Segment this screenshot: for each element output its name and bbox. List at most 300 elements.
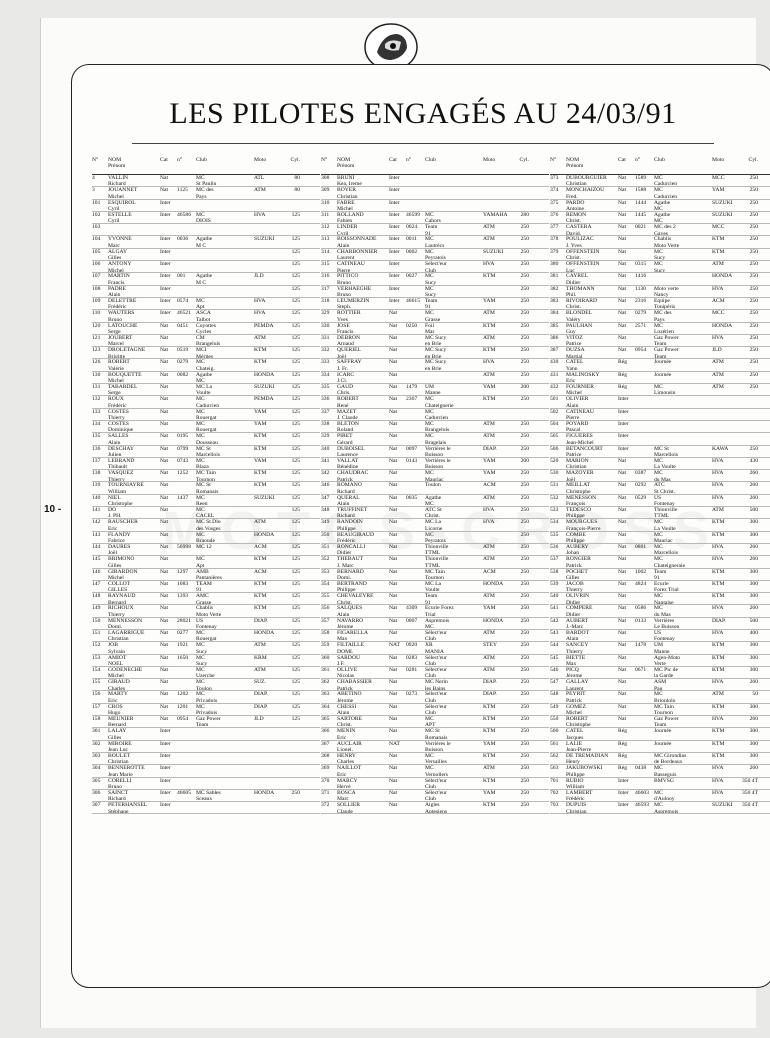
entry-category (160, 421, 177, 427)
entry-category-line-1: Nat (618, 457, 627, 464)
entry-cylinder-line-1: 125 (291, 236, 300, 243)
entry-moto-line-1: ATM (712, 384, 724, 391)
entry-cylinder-line-1: 500 (749, 507, 758, 514)
entry-club (654, 704, 712, 716)
entry-moto-line-1: JLD (712, 347, 722, 354)
entry-club-line-2: Cadurcien (425, 415, 448, 421)
entry-name-line-2: Max (566, 661, 577, 667)
entry-category (160, 667, 177, 673)
entry-category (618, 655, 635, 661)
entry-category-line-1: Inter (160, 740, 171, 747)
entry-number-line-1: 358 (321, 629, 330, 636)
entry-moto-line-1: YAM (712, 187, 725, 194)
entry-moto (712, 335, 738, 341)
entry-name-line-2: Gilles (566, 574, 580, 581)
entry-name (337, 655, 389, 667)
entry-name-line-2: J.-Marc (566, 624, 584, 630)
entry-club-line-2: Mar (425, 328, 435, 335)
entry-moto (483, 642, 509, 648)
entry-number (321, 273, 337, 279)
entry-category-line-1: Inter (160, 777, 171, 784)
entry-moto (712, 372, 738, 378)
entry-category (160, 384, 177, 390)
entry-row (92, 691, 320, 703)
entry-row (550, 236, 770, 248)
entry-club-line-2: Forez Trial (654, 587, 679, 594)
entry-name-line-1: LAGARRIGUE (108, 629, 145, 636)
entry-name (108, 458, 160, 470)
entry-club-line-1: MC (425, 211, 434, 218)
entry-club-line-2: CACEL (196, 513, 215, 520)
entry-moto-line-1: KTM (254, 347, 267, 354)
header-name-line-2: Prénom (108, 163, 126, 170)
entry-moto-line-1: KTM (254, 433, 267, 440)
entry-name-line-2: Domi. (337, 574, 352, 581)
entry-club (196, 482, 254, 494)
entry-cylinder (738, 544, 758, 550)
entry-cylinder (738, 581, 758, 587)
header-name (108, 157, 160, 170)
entry-row (321, 605, 549, 617)
entry-cylinder (509, 495, 529, 501)
entry-moto-line-1: HVA (712, 765, 724, 772)
entry-licence-line-1: 0315 (635, 261, 647, 268)
entry-licence (177, 630, 196, 636)
entry-cylinder-line-1: 125 (291, 297, 300, 304)
entry-name (337, 544, 389, 556)
entry-row (550, 298, 770, 310)
entry-category (618, 556, 635, 562)
entry-club-line-2: des Vosges (196, 525, 221, 532)
entry-row (92, 716, 320, 728)
entry-category-line-1: Inter (389, 187, 400, 194)
entry-number (550, 630, 566, 636)
entry-club-line-2: Team (654, 353, 667, 360)
entry-number-line-1: 306 (92, 789, 101, 796)
entry-name-line-1: COSTES (108, 420, 129, 427)
entry-number (321, 605, 337, 611)
entry-moto (712, 458, 738, 464)
entry-row (92, 655, 320, 667)
entry-row (321, 310, 549, 322)
entry-category (389, 618, 406, 624)
entry-category-line-1: Rég (618, 384, 628, 391)
entry-number-line-1: 110 (92, 310, 101, 317)
entry-licence-line-1: 1650 (177, 654, 189, 661)
entry-number (550, 802, 566, 808)
entry-name-line-1: AMIOT (108, 654, 127, 661)
entry-licence (177, 347, 196, 353)
entry-club (196, 716, 254, 728)
entry-name-line-1: CROS (108, 703, 123, 710)
entry-row (550, 261, 770, 273)
entry-club-line-1: Agen-Moto (654, 654, 681, 661)
entry-cylinder-line-1: 250 (520, 580, 529, 587)
entry-row (321, 679, 549, 691)
header-moto-line-1: Moto (483, 157, 496, 163)
entry-licence-line-1: 1437 (177, 494, 189, 501)
entry-moto (254, 667, 280, 673)
entry-name (337, 470, 389, 482)
entry-name (566, 335, 618, 347)
header-category-line-1: Cat (389, 157, 397, 163)
entry-row (321, 802, 549, 814)
entry-moto-line-1: HONDA (254, 531, 275, 538)
entry-category (618, 593, 635, 599)
entry-row (92, 642, 320, 654)
entry-row (92, 323, 320, 335)
entry-number (550, 421, 566, 427)
entry-club-line-1: Gaz Power (654, 716, 679, 723)
entry-moto-line-1: ATM (483, 433, 495, 440)
entry-name-line-2: J.Cl. (337, 378, 348, 385)
entry-name-line-1: CORELLI (108, 777, 132, 784)
entry-number-line-1: 304 (92, 765, 101, 772)
entry-category (618, 802, 635, 808)
entry-licence (177, 273, 196, 279)
entry-category (618, 421, 635, 427)
entry-number (550, 200, 566, 206)
entry-moto-line-1: SUZUKI (254, 384, 275, 391)
entry-number (550, 323, 566, 329)
entry-licence-line-1: 0143 (406, 457, 418, 464)
entry-club-line-1: MC Sucy (425, 359, 447, 366)
entry-number-line-1: 308 (321, 175, 330, 181)
entry-cylinder (509, 433, 529, 439)
entry-category (160, 679, 177, 685)
entry-licence (406, 667, 425, 673)
entry-moto-line-1: YAM (483, 457, 496, 464)
entry-category-line-1: Inter (618, 433, 629, 440)
entry-category-line-1: Nat (618, 629, 627, 636)
entry-cylinder-line-1: 400 (749, 629, 758, 636)
entry-number-line-1: 560 (550, 728, 559, 735)
entry-moto-line-1: HONDA (254, 371, 275, 378)
entry-number-line-1: 347 (321, 494, 330, 501)
entry-name (566, 273, 618, 285)
entry-category (389, 200, 406, 206)
entry-club-line-1: MC (425, 470, 434, 477)
entry-licence (635, 224, 654, 230)
entry-category (389, 544, 406, 550)
entry-row (550, 618, 770, 630)
entry-name (566, 187, 618, 199)
entry-cylinder (280, 175, 300, 181)
entry-row (321, 421, 549, 433)
entry-number (550, 753, 566, 759)
entry-club (654, 556, 712, 568)
entry-name (566, 765, 618, 777)
entry-name-line-2: Jacques (566, 734, 584, 741)
header-licence-line-1: n° (177, 157, 183, 163)
entry-name-line-2: Francis (337, 328, 354, 335)
entry-name-line-1: JAKUBOWSKI (566, 765, 603, 772)
entry-moto (712, 347, 738, 353)
entry-number-line-1: 370 (321, 777, 330, 784)
entry-club (196, 691, 254, 703)
entry-club (654, 187, 712, 199)
entry-name-line-2: Julien (108, 451, 122, 458)
entry-cylinder-line-1: 250 (520, 273, 529, 280)
entry-category (160, 618, 177, 624)
entry-name-line-1: YVONNE (108, 236, 132, 243)
entry-number-line-1: 506 (550, 445, 559, 452)
entry-cylinder (738, 347, 758, 353)
entry-moto-line-1: KTM (712, 740, 725, 747)
entry-number-line-1: 539 (550, 580, 559, 587)
entry-category-line-1: Inter (389, 285, 400, 292)
entry-name (108, 298, 160, 310)
entry-category-line-1: Inter (160, 261, 171, 268)
entry-name (337, 704, 389, 716)
entry-number (92, 495, 108, 501)
entry-club (654, 630, 712, 642)
entry-category (160, 642, 177, 648)
entry-row (550, 495, 770, 507)
entry-name (566, 396, 618, 408)
entry-number (321, 618, 337, 624)
entry-category (389, 642, 406, 648)
entry-moto (254, 310, 280, 316)
entry-club (425, 593, 483, 605)
entry-cylinder (280, 630, 300, 636)
entry-category-line-1: Nat (618, 248, 627, 255)
entry-moto (254, 679, 280, 685)
entry-name-line-1: FABRE (337, 199, 355, 206)
entry-number (550, 347, 566, 353)
entry-name-line-2: Alain (566, 402, 579, 409)
entry-number-line-1: 340 (321, 445, 330, 452)
entry-club-line-2: Voulte (425, 587, 440, 594)
entry-row (321, 372, 549, 384)
entry-club-line-1: Journée (654, 371, 672, 378)
entry-category (160, 470, 177, 476)
entry-number (92, 581, 108, 587)
entry-licence (177, 298, 196, 304)
entry-moto (254, 642, 280, 648)
entry-row (321, 224, 549, 236)
entry-number-line-1: 126 (92, 359, 101, 366)
entry-category-line-1: Inter (160, 236, 171, 243)
entry-name-line-2: Joël (108, 550, 118, 557)
entry-club-line-2: Sucy (654, 255, 666, 262)
entry-club (196, 630, 254, 642)
entry-category-line-1: Inter (618, 445, 629, 452)
entry-name (566, 544, 618, 556)
entry-number (321, 642, 337, 648)
entry-cylinder-line-1: 125 (291, 580, 300, 587)
entry-cylinder (509, 704, 529, 710)
entry-club-line-1: MC (654, 605, 663, 612)
entry-cylinder-line-1: 250 (520, 248, 529, 255)
entry-cylinder-line-1: 300 (749, 752, 758, 759)
entry-name-line-1: BETANCOURT (566, 445, 603, 452)
entry-name-line-2: Eric (108, 697, 118, 704)
header-name-line-1: NOM (337, 157, 351, 163)
entry-category-line-1: Nat (160, 556, 169, 563)
entry-category-line-1: Nat (389, 531, 398, 538)
entry-moto (254, 691, 280, 697)
entry-name (337, 200, 389, 212)
entry-club-line-1: MC (196, 666, 205, 673)
entry-category (160, 519, 177, 525)
entry-name-line-1: MARCY (337, 777, 358, 784)
entry-moto-line-1: SUZUKI (712, 802, 733, 809)
entry-name (337, 298, 389, 310)
entry-category (389, 249, 406, 255)
entry-moto-line-1: KTM (712, 593, 725, 600)
entry-name (337, 212, 389, 224)
entry-category (160, 433, 177, 439)
entry-licence-line-1: 0250 (406, 322, 418, 329)
entry-moto-line-1: HVA (712, 543, 724, 550)
entry-club-line-1: MC (196, 642, 205, 649)
entry-cylinder (509, 790, 529, 796)
entry-club (425, 212, 483, 224)
entry-cylinder (738, 470, 758, 476)
entry-category (160, 372, 177, 378)
entry-licence (406, 273, 425, 279)
entry-category (389, 187, 406, 193)
entry-club-line-1: MC St (425, 728, 440, 735)
entry-cylinder (509, 224, 529, 230)
entry-name (108, 716, 160, 728)
entry-number-line-1: 341 (321, 457, 330, 464)
entry-club (654, 532, 712, 544)
entry-cylinder (280, 605, 300, 611)
entry-name (337, 384, 389, 396)
entry-cylinder-line-1: 250 (520, 605, 529, 612)
entry-moto-line-1: SUZUKI (712, 199, 733, 206)
entry-moto (483, 593, 509, 599)
entry-number-line-1: 378 (550, 236, 559, 243)
entry-name-line-1: ROUX (108, 396, 124, 403)
entry-club-line-1: Journée (654, 740, 672, 747)
entry-number (321, 802, 337, 808)
entry-row (92, 249, 320, 261)
entry-cylinder-line-1: 125 (291, 629, 300, 636)
entry-name-line-1: MARION (566, 457, 589, 464)
entry-name-line-1: COMBE (566, 531, 586, 538)
entry-cylinder-line-1: 300 (749, 531, 758, 538)
entry-club-line-2: Manne (654, 648, 670, 655)
entry-cylinder (738, 778, 758, 784)
entry-cylinder-line-1: 125 (291, 642, 300, 649)
entry-category-line-1: Inter (389, 297, 400, 304)
entry-category (618, 286, 635, 292)
entry-club (654, 495, 712, 507)
entry-row (550, 384, 770, 396)
entry-row (550, 753, 770, 765)
page-number: 10 - (44, 504, 62, 515)
entry-moto-line-1: ATM (254, 519, 266, 526)
entry-licence-line-1: 0529 (635, 494, 647, 501)
entry-moto (254, 569, 280, 575)
entry-moto-line-1: SUZUKI (254, 236, 275, 243)
entry-licence-line-1: 001 (177, 273, 186, 280)
entry-category-line-1: Inter (160, 285, 171, 292)
entry-name-line-2: Frédéric (108, 304, 127, 311)
entry-name-line-2: J. Yves (566, 242, 582, 249)
entry-moto (483, 359, 509, 365)
entry-number (92, 298, 108, 304)
entry-number (321, 359, 337, 365)
entry-category-line-1: Nat (618, 494, 627, 501)
entry-cylinder (509, 249, 529, 255)
entry-category (618, 495, 635, 501)
entry-category-line-1: Nat (160, 679, 169, 686)
entry-club-line-2: Basseguis (654, 771, 677, 778)
entry-name-line-2: Arnaud (337, 341, 354, 348)
entry-name-line-2: Francis (108, 279, 125, 286)
entry-cylinder (738, 372, 758, 378)
entry-name (566, 630, 618, 642)
entry-cylinder-line-1: 350 4T (741, 777, 758, 784)
entry-cylinder-line-1: 250 (520, 261, 529, 268)
entry-number-line-1: 383 (550, 297, 559, 304)
entry-category-line-1: Nat (618, 224, 627, 231)
entry-category (618, 433, 635, 439)
entry-name (108, 187, 160, 199)
entry-category (160, 458, 177, 464)
entry-moto-line-1: HONDA (712, 322, 733, 329)
entry-moto-line-1: KTM (712, 703, 725, 710)
entry-licence (406, 691, 425, 697)
entry-name (337, 691, 389, 703)
entry-name-line-1: JOUBERT (108, 334, 133, 341)
entry-row (321, 298, 549, 310)
entry-number (321, 790, 337, 796)
entry-moto-line-1: KTM (712, 519, 725, 526)
entry-category-line-1: Rég (618, 359, 628, 366)
entry-club-line-1: MC Sables (196, 789, 221, 796)
entry-name-line-1: BARDOT (566, 629, 589, 636)
entry-licence (177, 704, 196, 710)
entry-moto (254, 519, 280, 525)
entry-category (389, 655, 406, 661)
entry-category (389, 593, 406, 599)
entry-moto-line-1: KTM (712, 248, 725, 255)
entry-cylinder-line-1: 300 (749, 580, 758, 587)
entry-category-line-1: Nat (389, 396, 398, 403)
entry-number (550, 310, 566, 316)
entry-category-line-1: Nat (389, 310, 398, 317)
entry-row (321, 532, 549, 544)
entry-name-line-2: Joël (337, 353, 347, 360)
entry-category (389, 704, 406, 710)
entry-category-line-1: Inter (389, 199, 400, 206)
entry-licence (635, 175, 654, 181)
entry-club-line-2: en Brie (425, 365, 442, 372)
entry-category (160, 482, 177, 488)
entry-club-line-1: Aigles (425, 802, 440, 809)
entry-moto (712, 593, 738, 599)
entry-club-line-2: 91 (425, 304, 431, 311)
entry-club-line-1: MC (196, 629, 205, 636)
entry-name-line-2: Alain (108, 439, 121, 446)
entry-cylinder-line-1: 125 (291, 556, 300, 563)
entry-cylinder (509, 458, 529, 464)
entry-number (92, 728, 108, 734)
entry-cylinder (280, 421, 300, 427)
entry-name (566, 655, 618, 667)
entry-moto-line-1: ATM (483, 556, 495, 563)
entry-name-line-1: DAURES (108, 543, 131, 550)
entry-row (92, 618, 320, 630)
entry-cylinder (738, 507, 758, 513)
entry-club (196, 347, 254, 359)
entry-moto-line-1: HVA (712, 494, 724, 501)
